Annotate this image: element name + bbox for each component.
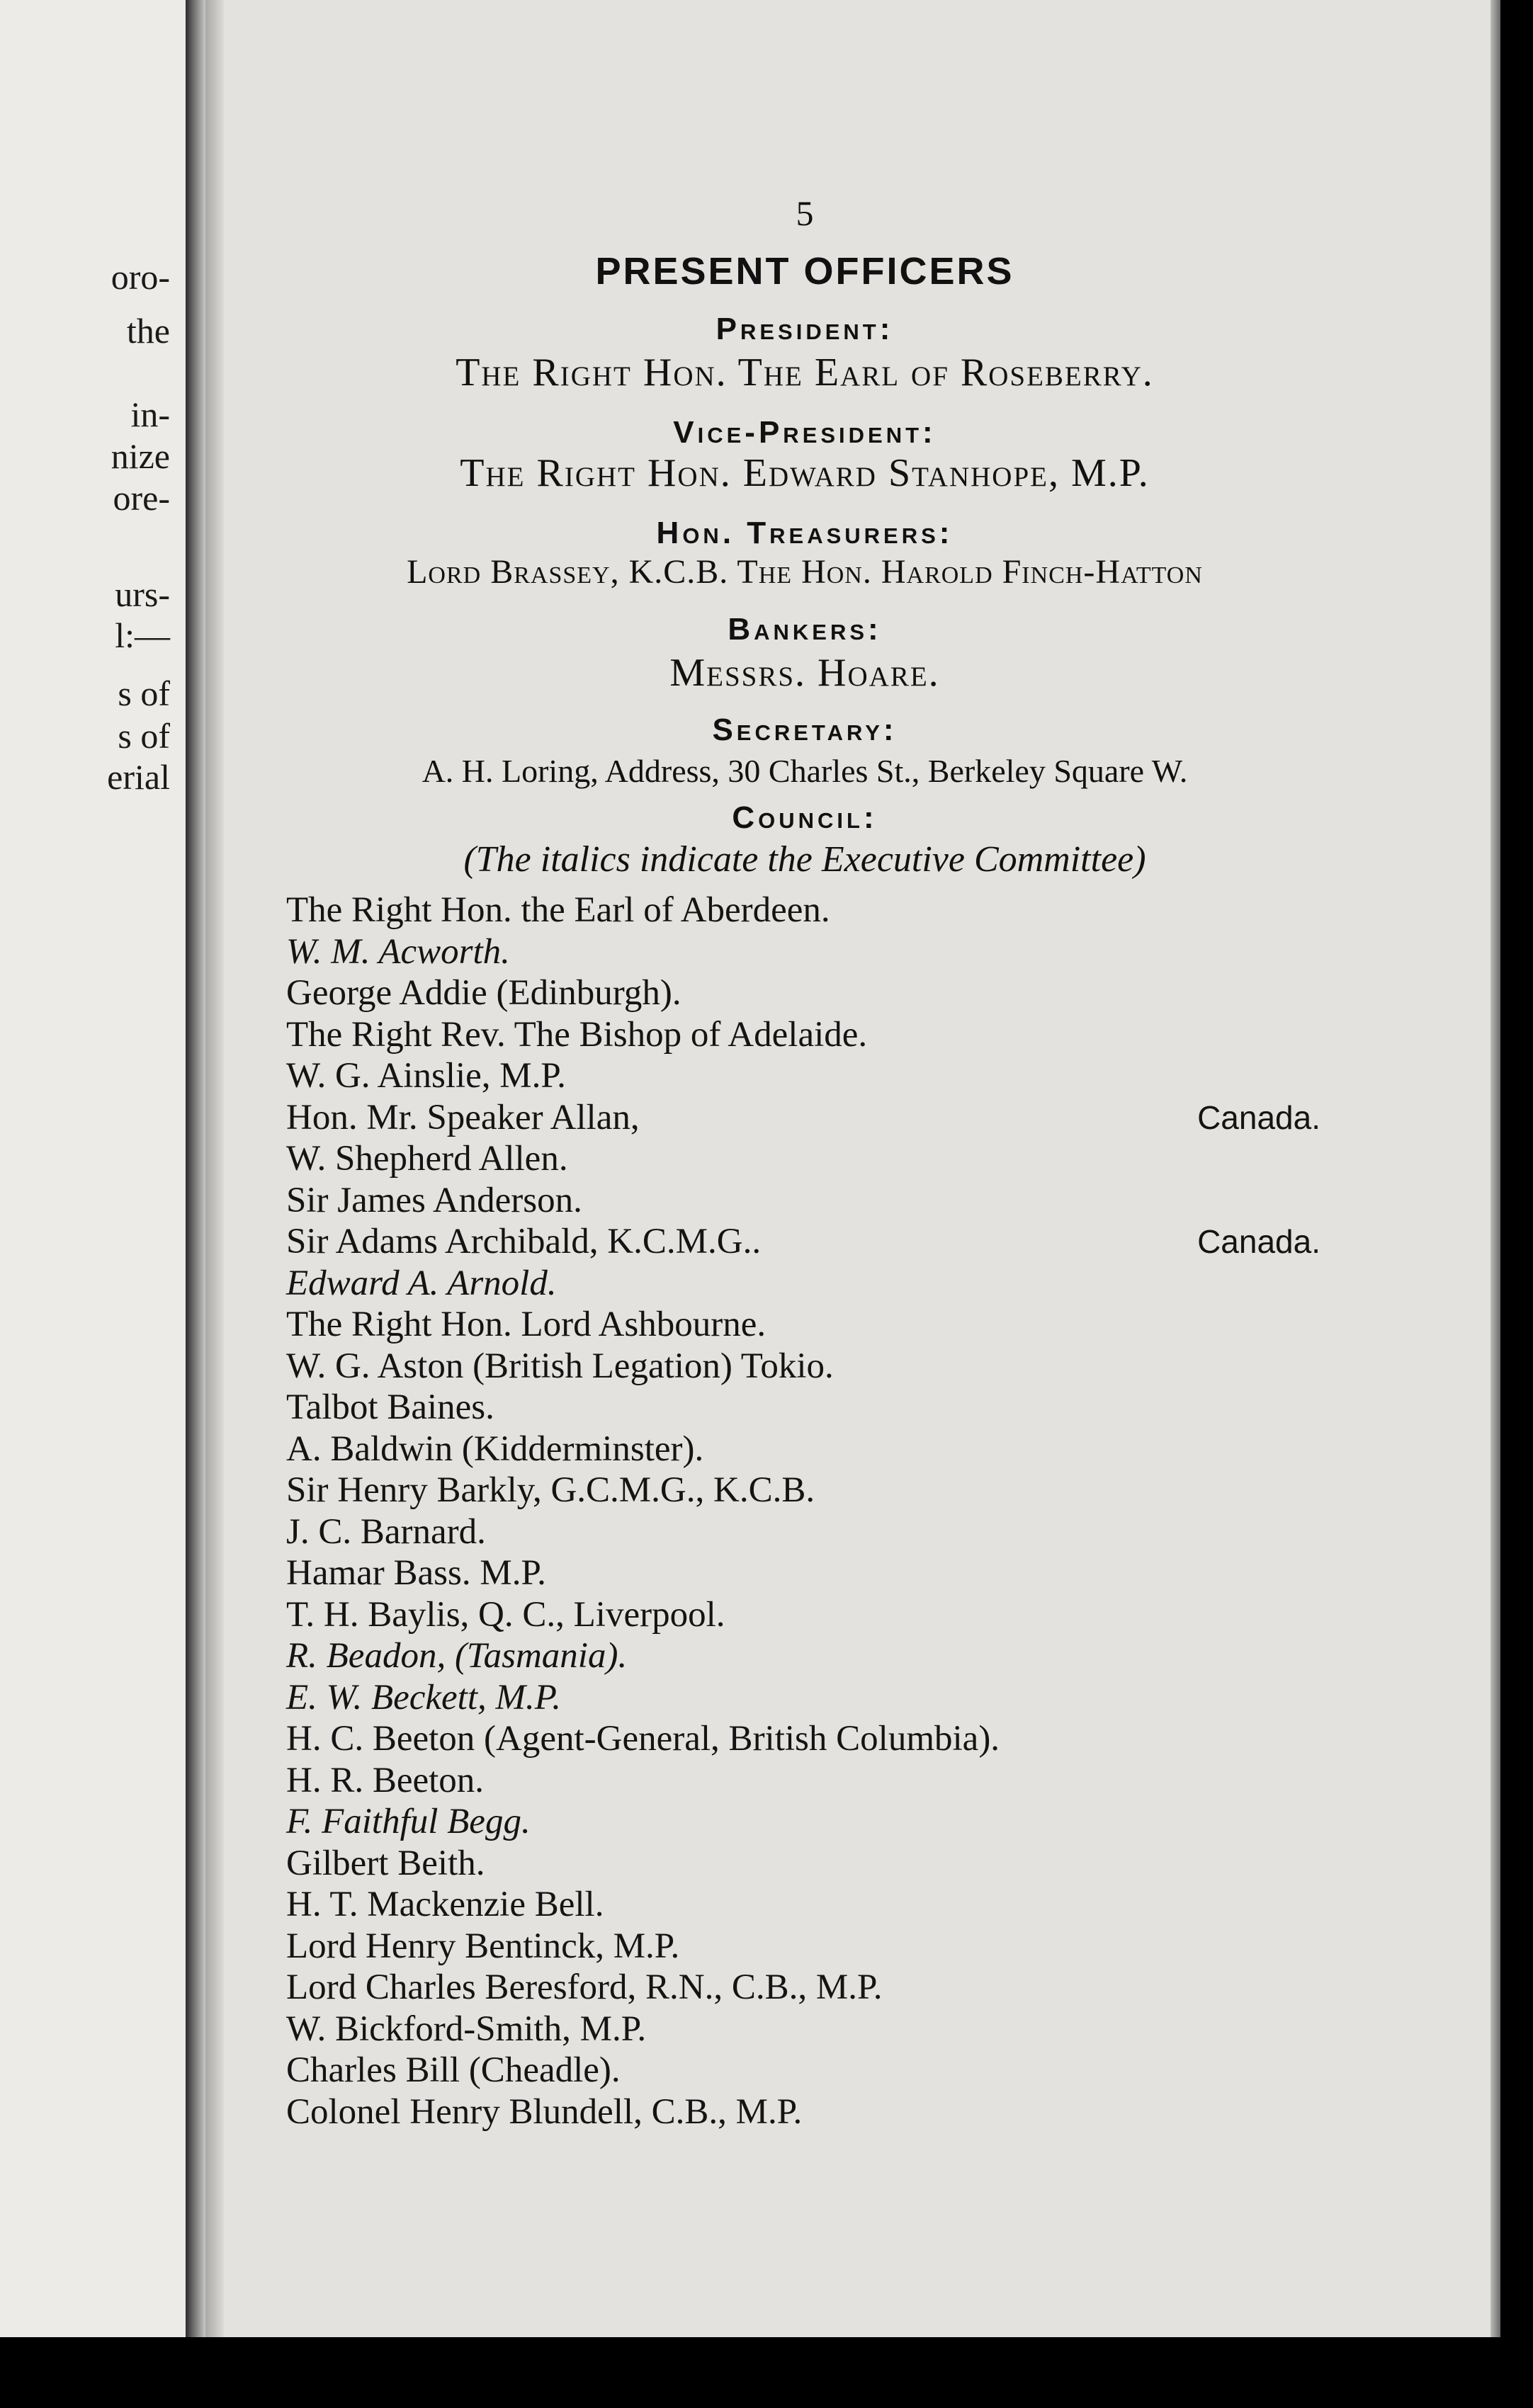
council-member [286, 2009, 1320, 2050]
council-member-name: Talbot Baines. [286, 1387, 494, 1427]
council-member [286, 1594, 1320, 1636]
council-member [286, 1470, 1320, 1511]
council-member-name: The Right Hon. the Earl of Aberdeen. [286, 890, 830, 930]
council-member [286, 1304, 1320, 1346]
council-member-name: H. C. Beeton (Agent-General, British Columbia). [286, 1719, 1000, 1759]
treasurers-heading: Hon. Treasurers: [656, 516, 954, 550]
facing-page-fragment: s of [118, 716, 170, 756]
president-name: The Right Hon. The Earl of Roseberry. [456, 351, 1154, 394]
council-member-name: A. Baldwin (Kidderminster). [286, 1429, 704, 1469]
council-member [286, 1263, 1320, 1305]
council-member [286, 1221, 1320, 1263]
book-binding [186, 0, 205, 2337]
council-member-name: The Right Hon. Lord Ashbourne. [286, 1305, 766, 1344]
council-member-name: F. Faithful Begg. [286, 1802, 531, 1841]
council-member-name: J. C. Barnard. [286, 1511, 486, 1552]
facing-page-fragment: nize [111, 436, 170, 476]
page-edge [1490, 0, 1500, 2337]
secretary-heading: Secretary: [712, 712, 898, 747]
council-member [286, 1180, 1320, 1222]
council-member [286, 2050, 1320, 2091]
facing-page-fragment: the [126, 311, 170, 351]
council-member [286, 1387, 1320, 1429]
council-member [286, 1718, 1320, 1760]
council-member-country: Canada. [1197, 1223, 1320, 1260]
council-member [286, 1926, 1320, 1967]
treasurers-names: Lord Brassey, K.C.B. The Hon. Harold Finch-Hatton [407, 553, 1203, 591]
council-member-name: H. T. Mackenzie Bell. [286, 1885, 604, 1924]
council-member [286, 1760, 1320, 1802]
council-member [286, 1801, 1320, 1843]
council-member-name: Lord Charles Beresford, R.N., C.B., M.P. [286, 1967, 883, 2007]
council-member-name: W. M. Acworth. [286, 931, 510, 972]
council-member-name: E. W. Beckett, M.P. [286, 1677, 562, 1717]
council-member-name: Gilbert Beith. [286, 1843, 485, 1883]
council-member-name: Charles Bill (Cheadle). [286, 2050, 621, 2090]
page-title: PRESENT OFFICERS [595, 250, 1014, 293]
council-member [286, 1552, 1320, 1594]
council-member-name: Colonel Henry Blundell, C.B., M.P. [286, 2091, 803, 2132]
council-member-name: Hamar Bass. M.P. [286, 1553, 546, 1593]
council-member [286, 1843, 1320, 1885]
president-heading: President: [715, 312, 894, 346]
council-member [286, 1677, 1320, 1719]
facing-page-fragment: oro- [111, 257, 170, 297]
council-member [286, 2091, 1320, 2133]
council-member [286, 1429, 1320, 1470]
facing-page-fragment: s of [118, 674, 170, 713]
council-heading: Council: [732, 800, 878, 835]
facing-page-fragment: in- [130, 394, 170, 434]
council-member [286, 1511, 1320, 1553]
council-member [286, 1097, 1320, 1139]
page-number: 5 [796, 193, 814, 233]
council-member-name: George Addie (Edinburgh). [286, 973, 681, 1013]
council-member [286, 1967, 1320, 2009]
council-member-name: Hon. Mr. Speaker Allan, [286, 1097, 640, 1137]
council-member-name: Lord Henry Bentinck, M.P. [286, 1926, 680, 1966]
council-list [286, 890, 1320, 2132]
facing-page [0, 0, 186, 2337]
council-member [286, 1014, 1320, 1056]
secretary-details: A. H. Loring, Address, 30 Charles St., Berkeley Square W. [422, 753, 1188, 789]
council-member-name: Sir Adams Archibald, K.C.M.G.. [286, 1222, 762, 1261]
council-member-name: Sir Henry Barkly, G.C.M.G., K.C.B. [286, 1470, 815, 1510]
facing-page-fragment: erial [107, 757, 170, 797]
council-member-name: W. G. Aston (British Legation) Tokio. [286, 1346, 834, 1386]
council-member-name: T. H. Baylis, Q. C., Liverpool. [286, 1594, 725, 1635]
vice-president-heading: Vice-President: [673, 415, 937, 450]
facing-page-fragment: ore- [113, 478, 170, 518]
council-member [286, 972, 1320, 1014]
council-member-name: W. G. Ainslie, M.P. [286, 1056, 566, 1096]
council-member-name: W. Bickford-Smith, M.P. [286, 2009, 647, 2049]
council-member-name: R. Beadon, (Tasmania). [286, 1636, 628, 1676]
facing-page-fragment: l:— [115, 615, 170, 655]
council-member-name: The Right Rev. The Bishop of Adelaide. [286, 1014, 868, 1055]
facing-page-fragment: urs- [115, 574, 170, 614]
binding-shadow [205, 0, 224, 2337]
council-member [286, 1138, 1320, 1180]
bankers-heading: Bankers: [728, 612, 882, 647]
council-member [286, 931, 1320, 973]
council-member-name: Edward A. Arnold. [286, 1263, 557, 1303]
council-member [286, 1055, 1320, 1097]
bankers-name: Messrs. Hoare. [669, 651, 940, 695]
council-note: (The italics indicate the Executive Committee) [463, 839, 1146, 880]
council-member [286, 890, 1320, 931]
council-member-name: W. Shepherd Allen. [286, 1139, 568, 1179]
council-member-country: Canada. [1197, 1098, 1320, 1136]
council-member [286, 1635, 1320, 1677]
council-member-name: H. R. Beeton. [286, 1760, 485, 1800]
council-member [286, 1346, 1320, 1387]
vice-president-name: The Right Hon. Edward Stanhope, M.P. [460, 451, 1150, 495]
council-member [286, 1884, 1320, 1926]
council-member-name: Sir James Anderson. [286, 1180, 582, 1220]
